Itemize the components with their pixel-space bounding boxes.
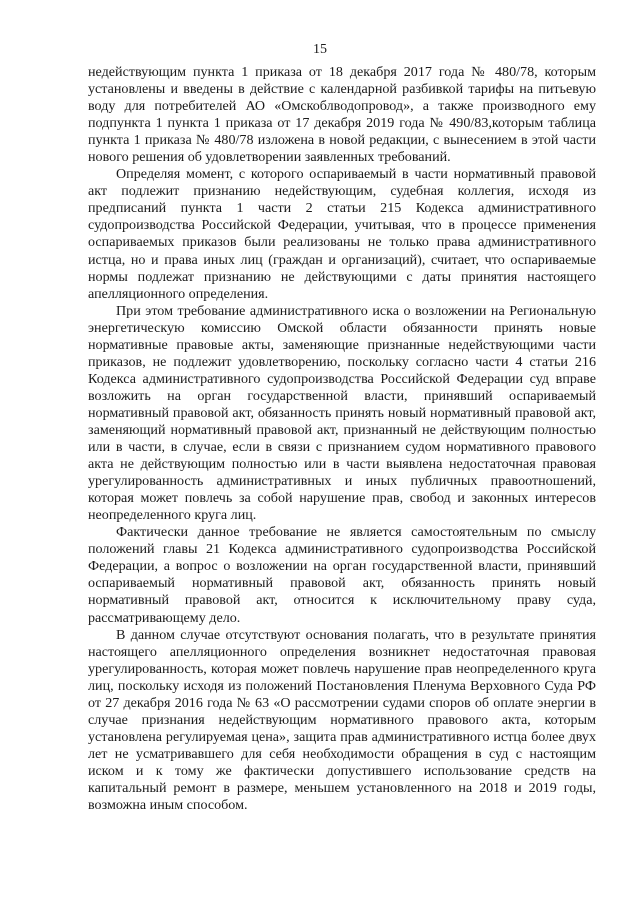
paragraph-continuation: недействующим пункта 1 приказа от 18 декабря 2017 года № 480/78, которым установлены и введены в действие с календарной разбивкой тарифы на питьевую воду для потребителей АО «Омскоблводопровод», а также производного ему подпункта 1 пункта 1 приказа от 17 декабря 2019 года № 490/83,которым таблица пункта 1 приказа № 480/78 изложена в новой редакции, с вынесением в этой части нового решения об удовлетворении заявленных требований. — [88, 64, 596, 166]
paragraph-invalidity-date: Определяя момент, с которого оспариваемый в части нормативный правовой акт подлежит признанию недействующим, судебная коллегия, исходя из предписаний пункта 1 части 2 статьи 215 Кодекса административного судопроизводства Российской Федерации, учитывая, что в процессе применения оспариваемых приказов были реализованы не только права административного истца, но и права иных лиц (граждан и организаций), считает, что оспариваемые нормы подлежат признанию не действующими с даты принятия настоящего апелляционного определения. — [88, 166, 596, 302]
paragraph-no-grounds: В данном случае отсутствуют основания полагать, что в результате принятия настоящего апелляционного определения возникнет недостаточная правовая урегулированность, которая может повлечь нарушение прав неопределенного круга лиц, поскольку исходя из положений Постановления Пленума Верховного Суда РФ от 27 декабря 2016 года № 63 «О рассмотрении судами споров об оплате энергии в случае признания недействующим нормативного правового акта, которым установлена регулируемая цена», защита прав административного истца более двух лет не усматривавшего для себя необходимости обращения в суд с настоящим иском и к тому же фактически допустившего использование средств на капитальный ремонт в размере, меньшем установленного на 2018 и 2019 годы, возможна иным способом. — [88, 626, 596, 814]
document-body — [88, 64, 596, 814]
page-number: 15 — [313, 42, 327, 57]
paragraph-new-acts-requirement: При этом требование административного иска о возложении на Региональную энергетическую комиссию Омской области обязанности принять новые нормативные правовые акты, заменяющие признанные недействующими части приказов, не подлежит удовлетворению, поскольку согласно части 4 статьи 216 Кодекса административного судопроизводства Российской Федерации суд вправе возложить на орган государственной власти, принявший оспариваемый нормативный правовой акт, обязанность принять новый нормативный правовой акт, заменяющий нормативный правовой акт, признанный не действующим полностью или в части, в случае, если в связи с признанием судом нормативного правового акта не действующим полностью или в части выявлена недостаточная правовая урегулированность административных и иных публичных правоотношений, которая может повлечь за собой нарушение прав, свобод и законных интересов неопределенного круга лиц. — [88, 302, 596, 524]
paragraph-requirement-nature: Фактически данное требование не является самостоятельным по смыслу положений главы 21 Кодекса административного судопроизводства Российской Федерации, а вопрос о возложении на орган государственной власти, принявший оспариваемый нормативный правовой акт, обязанность принять новый нормативный правовой акт, относится к исключительному праву суда, рассматривающему дело. — [88, 524, 596, 626]
